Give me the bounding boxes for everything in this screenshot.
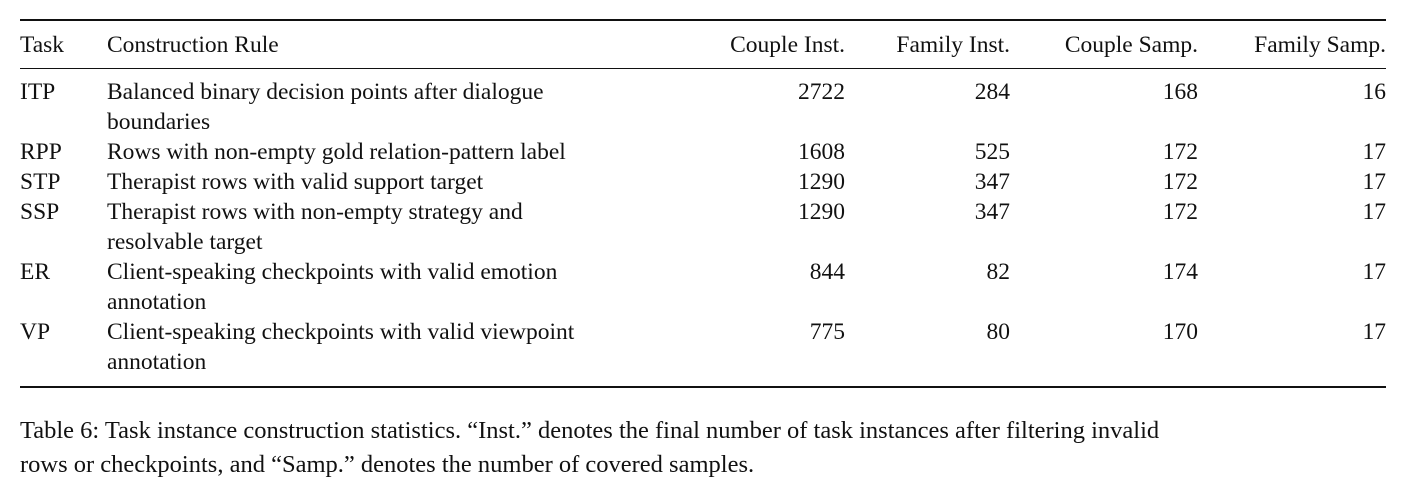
cell-couple-inst: 844 xyxy=(809,259,845,285)
rule-line: Client-speaking checkpoints with valid emotion xyxy=(107,259,558,285)
cell-rule xyxy=(107,317,647,387)
cell-rule xyxy=(107,257,647,317)
table-row xyxy=(20,197,1386,257)
cell-couple-inst: 775 xyxy=(809,319,845,345)
cell-couple-samp: 174 xyxy=(1162,259,1198,285)
rule-line: Therapist rows with valid support target xyxy=(107,169,484,195)
caption-line: Table 6: Task instance construction statistics. “Inst.” denotes the final number of task instances after filtering invalid xyxy=(20,417,1160,444)
cell-family-inst: 80 xyxy=(986,319,1010,345)
cell-family-samp: 17 xyxy=(1362,139,1386,165)
rule-line: resolvable target xyxy=(107,229,263,255)
cell-couple-samp: 168 xyxy=(1162,79,1198,105)
header-couple-samp: Couple Samp. xyxy=(1064,32,1198,58)
cell-family-samp: 16 xyxy=(1362,79,1386,105)
cell-family-samp: 17 xyxy=(1362,319,1386,345)
cell-rule xyxy=(107,137,647,167)
table-row xyxy=(20,257,1386,317)
cell-rule xyxy=(107,167,647,197)
table-row xyxy=(20,317,1386,387)
header-row xyxy=(20,20,1386,69)
rule-line: Rows with non-empty gold relation-pattern label xyxy=(107,139,566,165)
cell-family-inst: 347 xyxy=(974,169,1010,195)
header-couple-inst: Couple Inst. xyxy=(730,32,845,58)
rule-line: boundaries xyxy=(107,109,211,135)
rule-line: Client-speaking checkpoints with valid viewpoint xyxy=(107,319,575,345)
table-header xyxy=(20,20,1386,69)
rule-line: Balanced binary decision points after dialogue xyxy=(107,79,544,105)
table-row xyxy=(20,69,1386,138)
cell-couple-inst: 1608 xyxy=(798,139,845,165)
cell-couple-samp: 172 xyxy=(1162,139,1198,165)
table-caption xyxy=(20,414,1388,482)
cell-family-inst: 525 xyxy=(974,139,1010,165)
cell-family-inst: 82 xyxy=(986,259,1010,285)
cell-family-inst: 347 xyxy=(974,199,1010,225)
cell-task: RPP xyxy=(20,139,62,165)
cell-task: STP xyxy=(20,169,61,195)
cell-couple-samp: 170 xyxy=(1162,319,1198,345)
header-construction-rule: Construction Rule xyxy=(107,32,279,58)
cell-family-samp: 17 xyxy=(1362,259,1386,285)
table-row xyxy=(20,137,1386,167)
cell-family-samp: 17 xyxy=(1362,199,1386,225)
cell-rule xyxy=(107,69,647,138)
rule-line: Therapist rows with non-empty strategy and xyxy=(107,199,523,225)
rule-line: annotation xyxy=(107,349,207,375)
cell-couple-samp: 172 xyxy=(1162,199,1198,225)
table-body xyxy=(20,69,1386,388)
cell-family-samp: 17 xyxy=(1362,169,1386,195)
header-task: Task xyxy=(20,32,65,58)
cell-task: VP xyxy=(20,319,51,345)
cell-family-inst: 284 xyxy=(974,79,1010,105)
cell-task: ITP xyxy=(20,79,56,105)
cell-couple-samp: 172 xyxy=(1162,169,1198,195)
header-family-samp: Family Samp. xyxy=(1254,32,1386,58)
cell-task: SSP xyxy=(20,199,60,225)
cell-task: ER xyxy=(20,259,51,285)
cell-couple-inst: 1290 xyxy=(798,199,845,225)
header-family-inst: Family Inst. xyxy=(896,32,1010,58)
cell-couple-inst: 2722 xyxy=(798,79,845,105)
rule-line: annotation xyxy=(107,289,207,315)
table-container xyxy=(20,19,1386,388)
cell-couple-inst: 1290 xyxy=(798,169,845,195)
caption-line: rows or checkpoints, and “Samp.” denotes the number of covered samples. xyxy=(20,451,755,478)
table-row xyxy=(20,167,1386,197)
cell-rule xyxy=(107,197,647,257)
statistics-table xyxy=(20,19,1386,388)
